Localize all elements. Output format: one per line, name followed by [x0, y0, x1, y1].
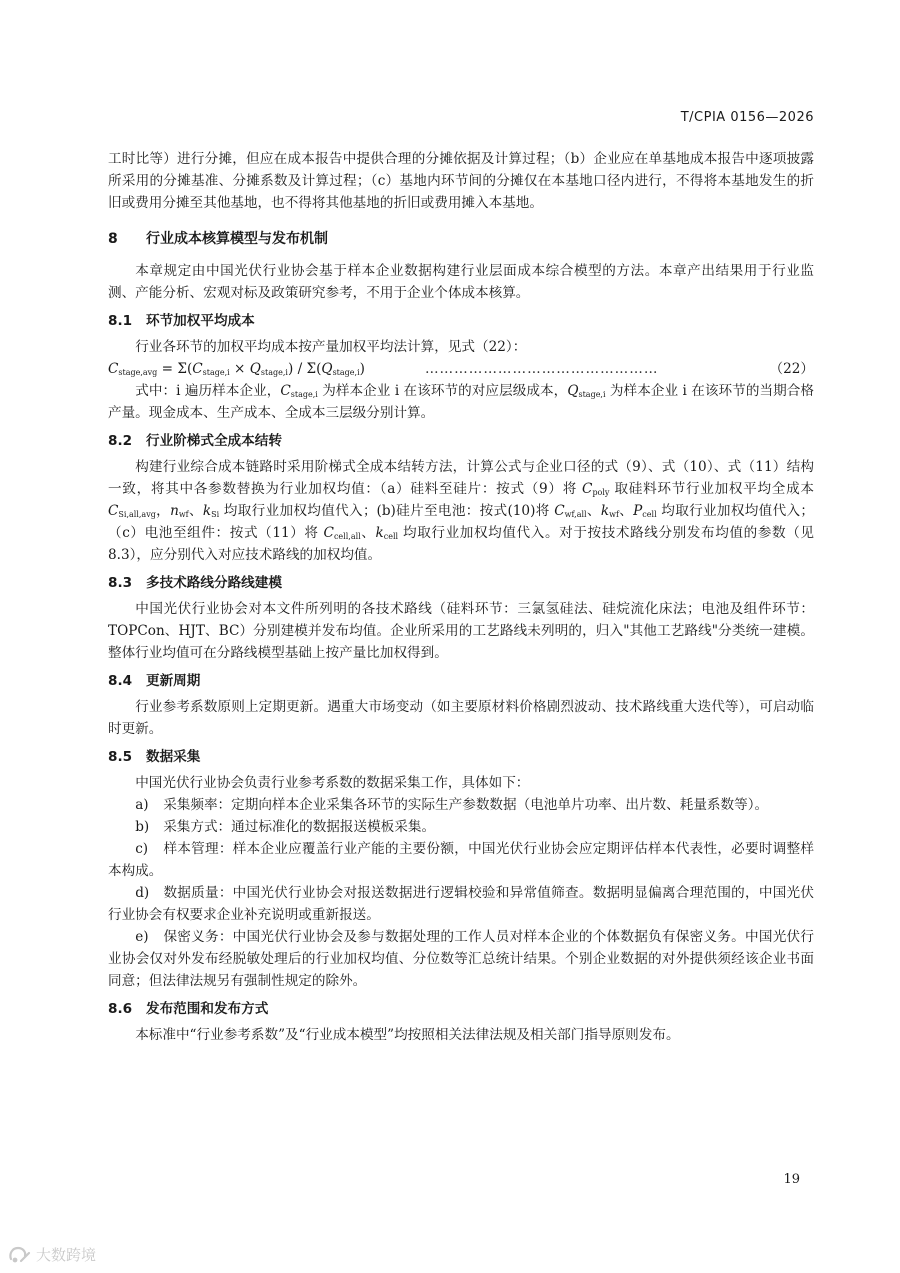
section-8-1-intro: 行业各环节的加权平均成本按产量加权平均法计算，见式（22）： — [135, 339, 527, 355]
equation-number: （22） — [769, 361, 814, 377]
section-8-2-paragraph: 构建行业综合成本链路时采用阶梯式全成本结转方法，计算公式与企业口径的式（9）、式（10）、式（11）结构一致，将其中各参数替换为行业加权均值：（a）硅料至硅片：按式（9）将 $C_{poly}$ 取硅料环节行业加权平均全成本 $C_{Si,all,avg}$，$n_{wf}$、$k_{Si}$ 均取行业加权均值代入；(b)硅片至电池：按式(10)将 $C_{wf,all}$、$k_{wf}$、$P_{cell}$ 均取行业加权均值代入；（c）电池至组件：按式（11）将 $C_{cell,all}$、$k_{cell}$ 均取行业加权均值代入。对于按技术路线分别发布均值的参数（见8.3），应分别代入对应技术路线的加权均值。 — [108, 459, 815, 563]
section-number: 8.4 — [108, 673, 133, 689]
section-number: 8.2 — [108, 433, 133, 449]
page-number: 19 — [783, 1172, 800, 1187]
chapter-8-paragraph: 本章规定由中国光伏行业协会基于样本企业数据构建行业层面成本综合模型的方法。本章产出结果用于行业监测、产能分析、宏观对标及政策研究参考，不用于企业个体成本核算。 — [108, 263, 814, 301]
section-number: 8.3 — [108, 575, 133, 591]
formula-where-clause: 式中：i 遍历样本企业，$C_{stage,i}$ 为样本企业 i 在该环节的对应层级成本，$Q_{stage,i}$ 为样本企业 i 在该环节的当期合格产量。现金成本、生产成本、全成本三层级分别计算。 — [108, 383, 815, 421]
section-title: 数据采集 — [146, 749, 201, 765]
watermark — [8, 1244, 96, 1265]
section-8-5-intro: 中国光伏行业协会负责行业参考系数的数据采集工作，具体如下： — [135, 775, 530, 791]
formula-expression: $C_{stage,avg} = \Sigma(C_{stage,i} \times Q_{stage,i}) / \Sigma(Q_{stage,i})$ — [108, 361, 365, 377]
section-title: 行业阶梯式全成本结转 — [146, 433, 282, 449]
section-title: 环节加权平均成本 — [146, 313, 255, 329]
list-item: d) 数据质量：中国光伏行业协会对报送数据进行逻辑校验和异常值筛查。数据明显偏离合理范围的，中国光伏行业协会有权要求企业补充说明或重新报送。 — [108, 885, 814, 923]
list-item: b) 采集方式：通过标准化的数据报送模板采集。 — [135, 819, 436, 835]
list-item: e) 保密义务：中国光伏行业协会及参与数据处理的工作人员对样本企业的个体数据负有保密义务。中国光伏行业协会仅对外发布经脱敏处理后的行业加权均值、分位数等汇总统计结果。个别企业数据的对外提供须经该企业书面同意；但法律法规另有强制性规定的除外。 — [108, 929, 814, 989]
chapter-8-heading — [108, 228, 814, 250]
list-item: a) 采集频率：定期向样本企业采集各环节的实际生产参数数据（电池单片功率、出片数、耗量系数等）。 — [135, 797, 769, 813]
section-title: 多技术路线分路线建模 — [146, 575, 282, 591]
section-number: 8.1 — [108, 313, 133, 329]
section-8-2-heading — [108, 430, 814, 452]
page-content — [108, 148, 814, 1046]
chapter-number: 8 — [108, 231, 118, 247]
formula-22 — [108, 358, 814, 380]
section-8-4-heading — [108, 670, 814, 692]
document-code: T/CPIA 0156—2026 — [680, 110, 814, 125]
section-title: 发布范围和发布方式 — [146, 1001, 269, 1017]
section-8-6-heading — [108, 998, 814, 1020]
list-item: c) 样本管理：样本企业应覆盖行业产能的主要份额，中国光伏行业协会应定期评估样本代表性，必要时调整样本构成。 — [108, 841, 814, 879]
chapter-title: 行业成本核算模型与发布机制 — [146, 231, 328, 247]
section-8-3-paragraph: 中国光伏行业协会对本文件所列明的各技术路线（硅料环节：三氯氢硅法、硅烷流化床法；电池及组件环节：TOPCon、HJT、BC）分别建模并发布均值。企业所采用的工艺路线未列明的，归入"其他工艺路线"分类统一建模。整体行业均值可在分路线模型基础上按产量比加权得到。 — [108, 601, 814, 661]
section-title: 更新周期 — [146, 673, 201, 689]
section-8-1-heading — [108, 310, 814, 332]
intro-paragraph: 工时比等）进行分摊，但应在成本报告中提供合理的分摊依据及计算过程；（b）企业应在单基地成本报告中逐项披露所采用的分摊基准、分摊系数及计算过程；（c）基地内环节间的分摊仅在本基地口径内进行，不得将本基地发生的折旧或费用分摊至其他基地，也不得将其他基地的折旧或费用摊入本基地。 — [108, 151, 814, 211]
section-8-3-heading — [108, 572, 814, 594]
section-8-6-paragraph: 本标准中“行业参考系数”及“行业成本模型”均按照相关法律法规及相关部门指导原则发布。 — [135, 1027, 680, 1043]
section-8-5-heading — [108, 746, 814, 768]
section-number: 8.6 — [108, 1001, 133, 1017]
section-8-4-paragraph: 行业参考系数原则上定期更新。遇重大市场变动（如主要原材料价格剧烈波动、技术路线重大迭代等），可启动临时更新。 — [108, 699, 814, 737]
section-number: 8.5 — [108, 749, 133, 765]
formula-leader-dots: ………………………………………… — [424, 361, 659, 377]
watermark-text: 大数跨境 — [36, 1246, 97, 1264]
watermark-logo-icon — [8, 1245, 32, 1265]
